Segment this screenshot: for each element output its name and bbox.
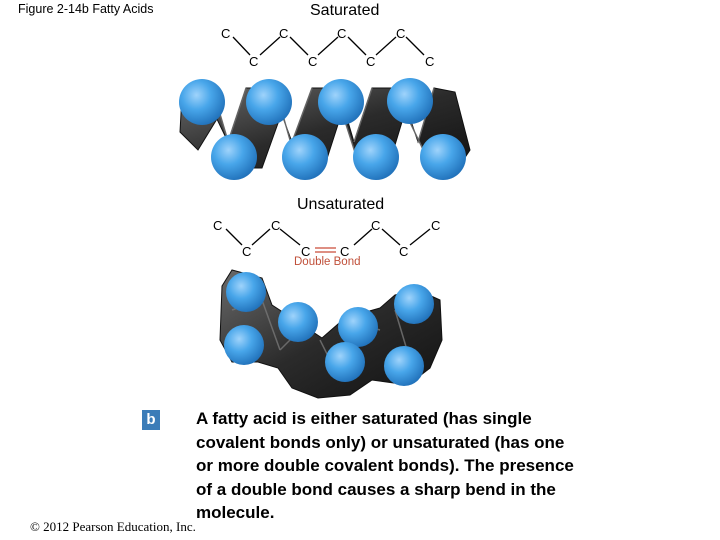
- bond: [290, 37, 308, 55]
- carbon-atom-label: C: [340, 244, 350, 259]
- carbon-atom-label: C: [221, 26, 231, 41]
- panel-letter-badge: b: [142, 410, 160, 430]
- figure-label: Figure 2-14b Fatty Acids: [18, 2, 154, 16]
- carbon-atom-label: C: [301, 244, 311, 259]
- carbon-atom-label: C: [242, 244, 252, 259]
- bond: [410, 229, 430, 245]
- hydrogen-atom: [226, 272, 266, 312]
- unsaturated-skeletal-chain: [226, 229, 430, 245]
- hydrogen-atom: [325, 342, 365, 382]
- carbon-atom-label: C: [371, 218, 381, 233]
- hydrogen-atom: [282, 134, 328, 180]
- hydrogen-atom: [384, 346, 424, 386]
- bond: [226, 229, 242, 245]
- hydrogen-atom: [338, 307, 378, 347]
- figure-caption: A fatty acid is either saturated (has single covalent bonds only) or unsaturated (has one or more double covalent bonds). The presence of a double bond causes a sharp bend in the molecule.: [196, 409, 574, 522]
- bond: [354, 229, 372, 245]
- copyright-notice: © 2012 Pearson Education, Inc.: [30, 519, 196, 534]
- bond: [318, 37, 338, 55]
- carbon-atom-label: C: [431, 218, 441, 233]
- carbon-atom-label: C: [425, 54, 435, 69]
- hydrogen-atom: [420, 134, 466, 180]
- bond: [348, 37, 366, 55]
- bond: [406, 37, 424, 55]
- hydrogen-atom: [387, 78, 433, 124]
- carbon-atom-label: C: [399, 244, 409, 259]
- hydrogen-atom: [246, 79, 292, 125]
- bond: [233, 37, 250, 55]
- saturated-chain-atoms: [221, 26, 434, 69]
- carbon-atom-label: C: [213, 218, 223, 233]
- carbon-atom-label: C: [308, 54, 318, 69]
- carbon-atom-label: C: [396, 26, 406, 41]
- hydrogen-atom: [394, 284, 434, 324]
- hydrogen-atom: [318, 79, 364, 125]
- hydrogen-atom: [353, 134, 399, 180]
- bond: [376, 37, 396, 55]
- carbon-atom-label: C: [249, 54, 259, 69]
- unsaturated-space-filling-model: [220, 270, 442, 398]
- saturated-heading: Saturated: [310, 2, 380, 19]
- unsaturated-chain-atoms: [213, 218, 440, 259]
- bond: [382, 229, 400, 245]
- hydrogen-atom: [179, 79, 225, 125]
- double-bond-marker: [315, 248, 336, 252]
- hydrogen-atom: [211, 134, 257, 180]
- carbon-atom-label: C: [271, 218, 281, 233]
- carbon-atom-label: C: [366, 54, 376, 69]
- bond: [252, 229, 270, 245]
- carbon-atom-label: C: [279, 26, 289, 41]
- hydrogen-atom: [224, 325, 264, 365]
- double-bond-label: Double Bond: [294, 256, 361, 268]
- unsaturated-heading: Unsaturated: [297, 196, 385, 213]
- saturated-space-filling-model: [179, 78, 470, 180]
- carbon-atom-label: C: [337, 26, 347, 41]
- bond: [280, 229, 300, 245]
- bond: [260, 37, 280, 55]
- hydrogen-atom: [278, 302, 318, 342]
